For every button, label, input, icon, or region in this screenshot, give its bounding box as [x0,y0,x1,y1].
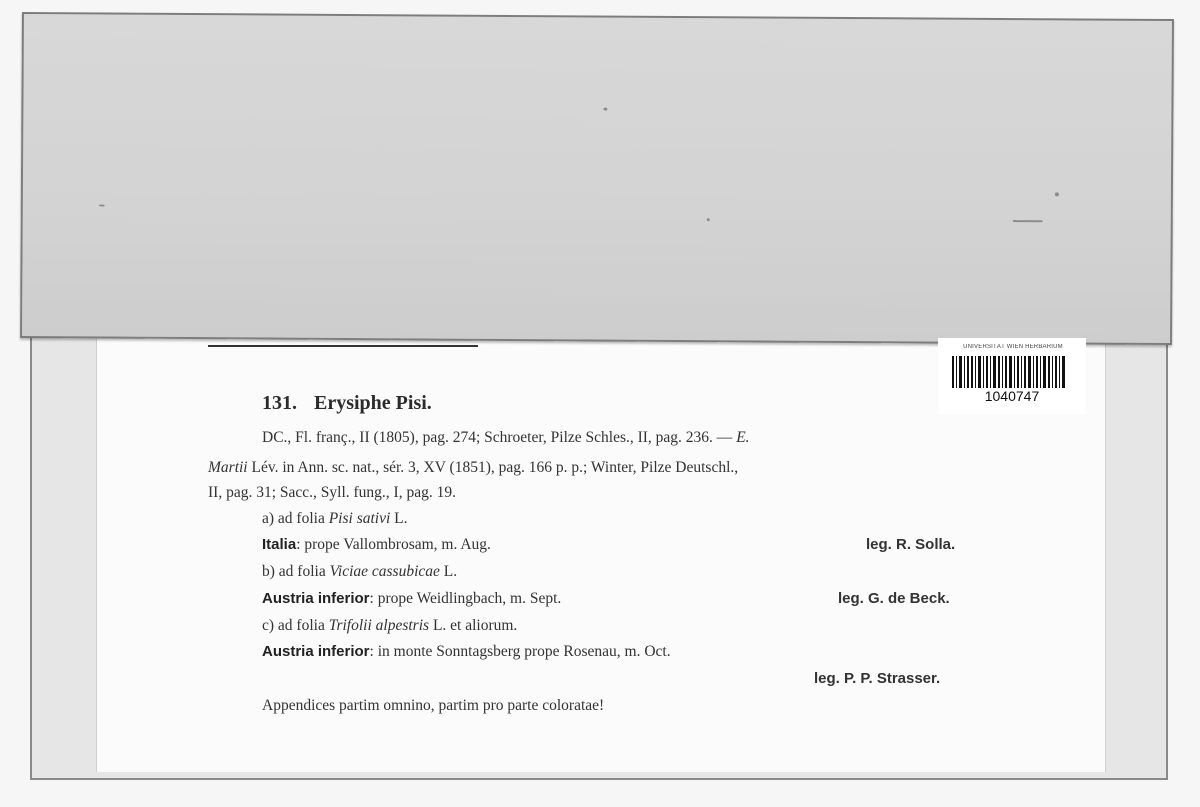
host-suffix: L. et aliorum. [429,617,518,634]
barcode-bars [952,356,1072,388]
barcode-caption: UNIVERSITÄT WIEN HERBARIUM [963,344,1063,350]
series-title-underline [208,345,478,347]
locality-line-b [262,590,561,608]
host-name: Trifolii alpestris [328,617,430,634]
collector-name: leg. P. P. Strasser. [814,670,941,687]
locality: : prope Weidlingbach, m. Sept. [369,590,562,607]
reference-text: DC., Fl. franç., II (1805), pag. 274; Schroeter, Pilze Schles., II, pag. 236. — [262,429,737,446]
barcode-number: 1040747 [984,388,1040,404]
locality-line-a [262,536,491,554]
locality: : prope Vallombrosam, m. Aug. [296,536,491,553]
host-line-c [262,617,517,635]
reference-text: Lév. in Ann. sc. nat., sér. 3, XV (1851), pag. 166 p. p.; Winter, Pilze Deutschl., [247,459,739,476]
region: Austria inferior [262,643,370,660]
specimen-number: 131. [262,392,297,414]
reference-line-3: II, pag. 31; Sacc., Syll. fung., I, pag. 19. [208,484,456,501]
host-suffix: L. [439,563,458,580]
flap-speck [603,108,607,111]
host-prefix: b) ad folia [262,563,330,580]
host-prefix: c) ad folia [262,617,329,634]
host-line-a [262,510,408,528]
collector-b [838,590,950,608]
packet-flap [20,12,1174,345]
flap-speck [1055,192,1059,196]
flap-speck [1013,220,1043,222]
region: Italia [262,536,297,553]
flap-speck [707,218,710,221]
collector-name: leg. G. de Beck. [838,590,950,607]
host-line-b [262,563,457,581]
locality: : in monte Sonntagsberg prope Rosenau, m. Oct. [369,643,671,660]
collector-a [866,536,955,554]
specimen-heading [262,392,432,415]
reference-line-2 [208,459,738,477]
reference-synonym: E. [736,429,750,446]
flap-speck [99,204,105,206]
host-name: Viciae cassubicae [329,563,440,580]
barcode-label [938,338,1086,414]
host-prefix: a) ad folia [262,510,329,527]
region: Austria inferior [262,590,370,607]
specimen-note: Appendices partim omnino, partim pro parte coloratae! [262,697,605,714]
reference-line-1 [262,429,750,447]
host-suffix: L. [390,510,408,527]
host-name: Pisi sativi [328,510,391,527]
collector-c [814,670,940,688]
collector-name: leg. R. Solla. [866,536,956,553]
locality-line-c [262,643,671,661]
reference-synonym: Martii [208,459,248,476]
specimen-name: Erysiphe Pisi. [314,392,432,414]
